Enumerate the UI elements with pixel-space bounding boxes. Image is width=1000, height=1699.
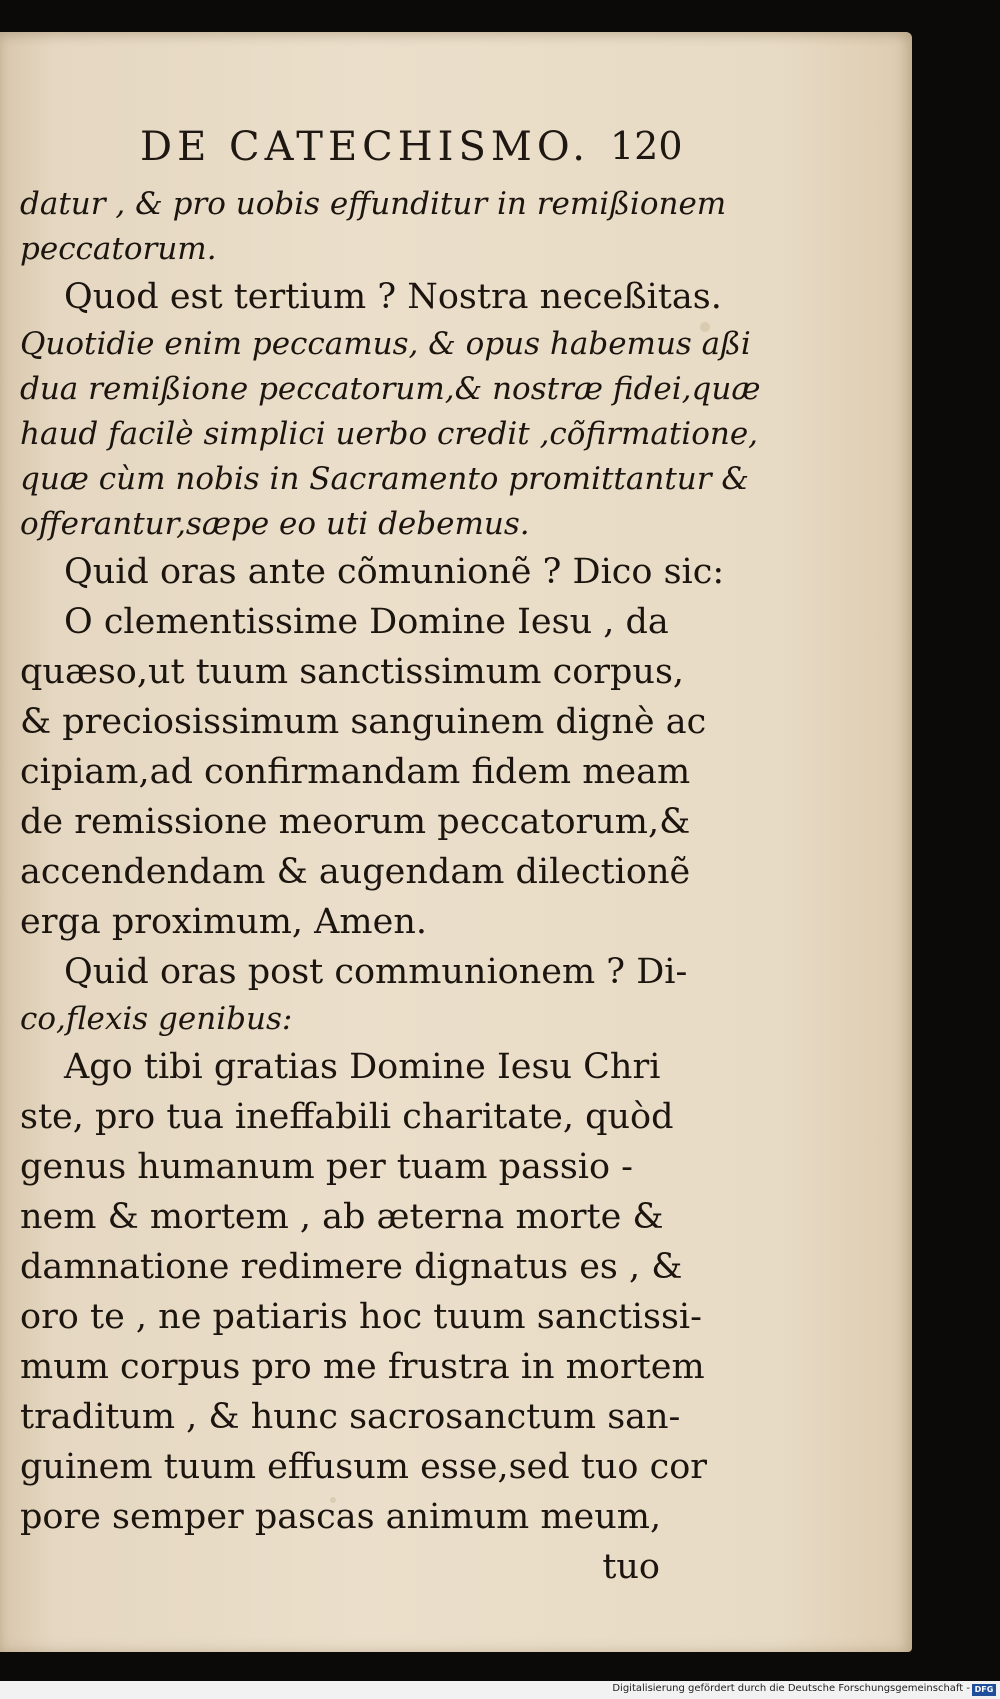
text-line: datur , & pro uobis effunditur in remißionem bbox=[20, 186, 727, 222]
text-line: ste, pro tua ineffabili charitate, quòd bbox=[20, 1097, 674, 1137]
text-line: cipiam,ad confirmandam fidem meam bbox=[20, 752, 691, 792]
text-line: traditum , & hunc sacrosanctum san- bbox=[20, 1397, 681, 1437]
book-page bbox=[0, 32, 912, 1652]
text-line: damnatione redimere dignatus es , & bbox=[20, 1247, 683, 1287]
text-line: mum corpus pro me frustra in mortem bbox=[20, 1347, 705, 1387]
text-line: nem & mortem , ab æterna morte & bbox=[20, 1197, 664, 1237]
text-line: genus humanum per tuam passio - bbox=[20, 1147, 633, 1187]
text-line: guinem tuum effusum esse,sed tuo cor bbox=[20, 1447, 707, 1487]
text-line: & preciosissimum sanguinem dignè ac bbox=[20, 702, 707, 742]
text-line: erga proximum, Amen. bbox=[20, 902, 427, 942]
text-line: pore semper pascas animum meum, bbox=[20, 1497, 662, 1537]
catchword: tuo bbox=[602, 1547, 660, 1587]
text-block bbox=[20, 182, 761, 1592]
text-line: Quid oras ante cõmunionẽ ? Dico sic: bbox=[64, 552, 725, 592]
text-line: offerantur,sæpe eo uti debemus. bbox=[20, 506, 530, 542]
text-line: accendendam & augendam dilectionẽ bbox=[20, 852, 691, 892]
text-line: de remissione meorum peccatorum,& bbox=[20, 802, 691, 842]
text-line: Ago tibi gratias Domine Iesu Chri bbox=[64, 1047, 661, 1087]
text-line: O clementissime Domine Iesu , da bbox=[64, 602, 669, 642]
text-line: peccatorum. bbox=[20, 231, 217, 267]
page-number: 120 bbox=[610, 124, 683, 168]
text-line: Quotidie enim peccamus, & opus habemus aßi bbox=[20, 326, 751, 362]
text-line: quæso,ut tuum sanctissimum corpus, bbox=[20, 652, 685, 692]
digitization-footer bbox=[0, 1681, 1000, 1699]
running-head: DE CATECHISMO. bbox=[140, 124, 590, 170]
text-line: Quod est tertium ? Nostra neceßitas. bbox=[64, 277, 722, 317]
text-line: oro te , ne patiaris hoc tuum sanctissi- bbox=[20, 1297, 702, 1337]
footer-credit: Digitalisierung gefördert durch die Deutsche Forschungsgemeinschaft - bbox=[612, 1683, 970, 1694]
text-line: dua remißione peccatorum,& nostræ fidei,quæ bbox=[20, 371, 761, 407]
text-line: quæ cùm nobis in Sacramento promittantur & bbox=[20, 461, 750, 497]
dfg-logo: DFG bbox=[972, 1684, 996, 1696]
text-line: haud facilè simplici uerbo credit ,cõfirmatione, bbox=[20, 416, 759, 452]
text-line: co,flexis genibus: bbox=[20, 1001, 293, 1037]
text-line: Quid oras post communionem ? Di- bbox=[64, 952, 688, 992]
